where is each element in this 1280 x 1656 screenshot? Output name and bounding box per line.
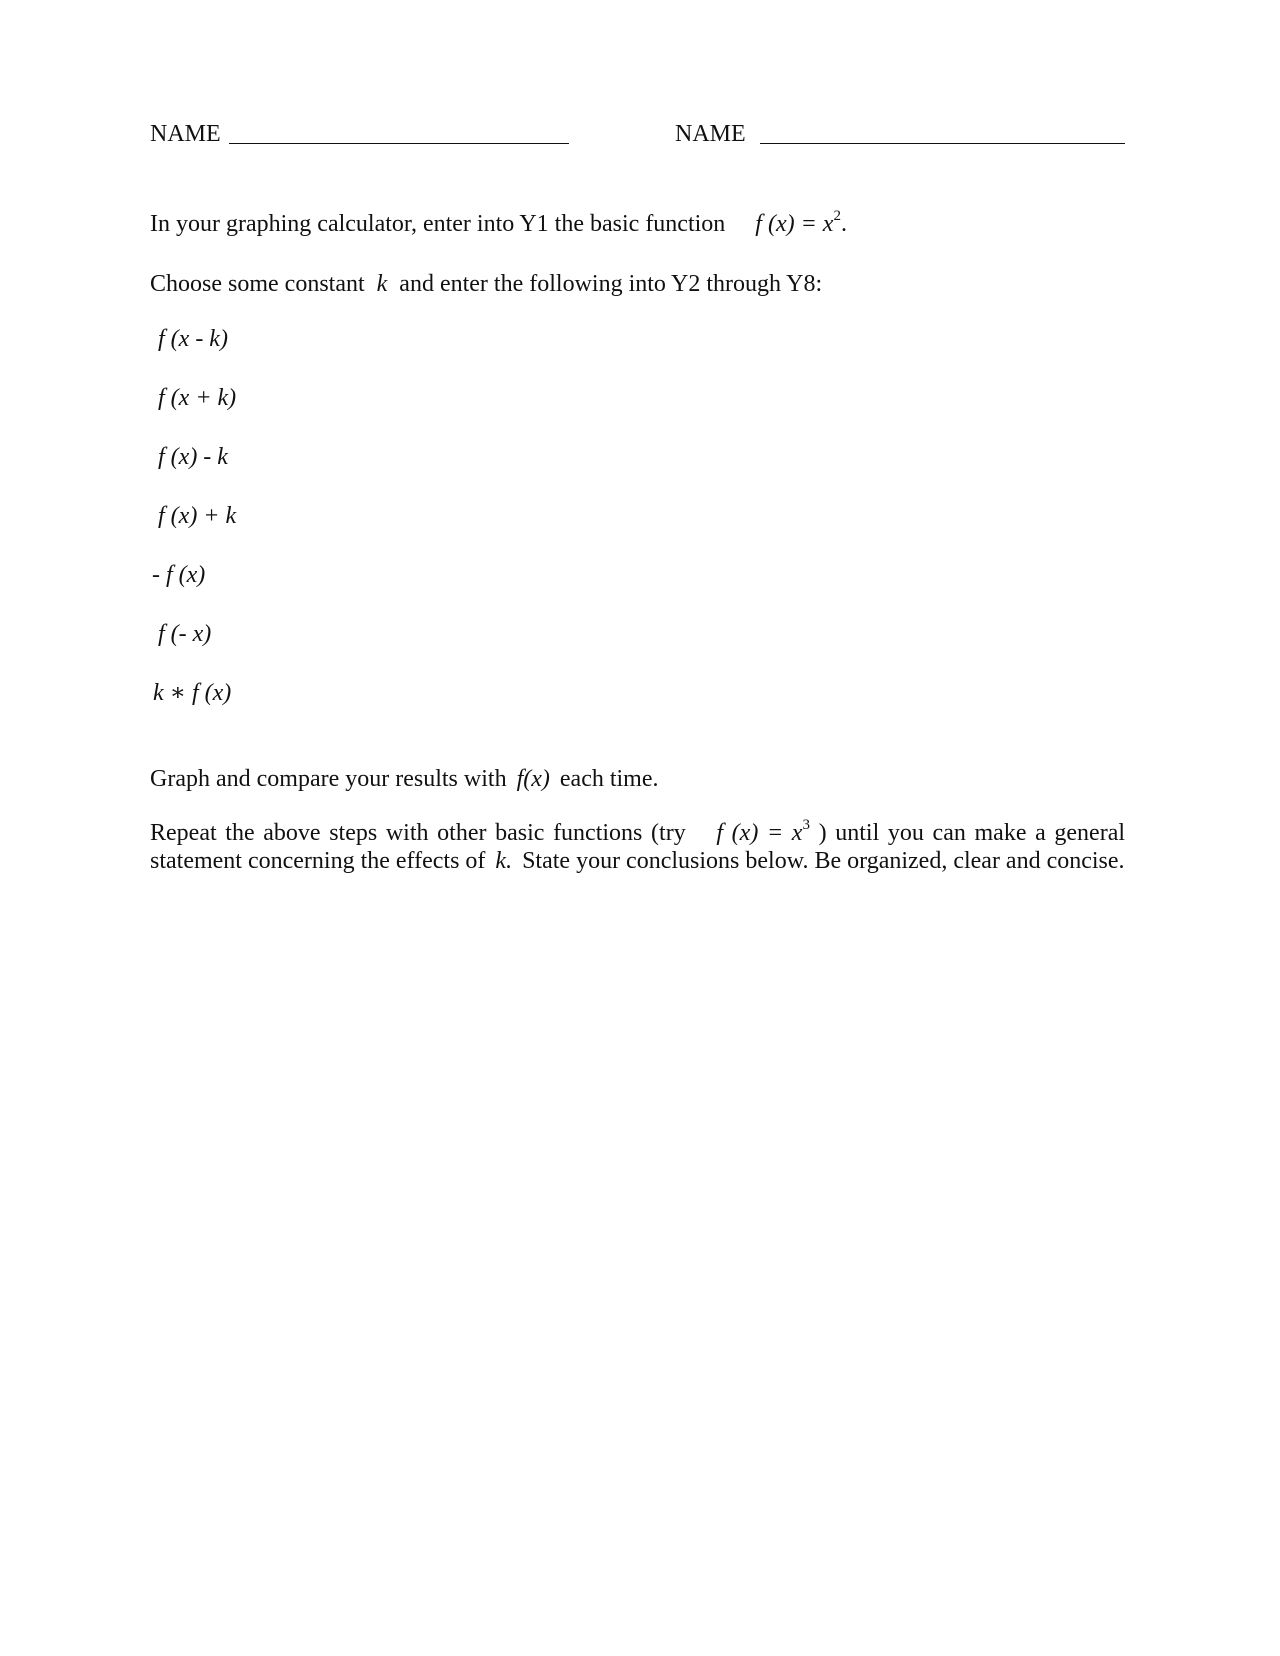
repeat-text-3: State your conclusions below. Be organized, clear and concise.: [522, 848, 1125, 874]
compare-text-before: Graph and compare your results with: [150, 766, 507, 792]
repeat-text-2: ) until you can make a general statement concerning the effects of: [150, 820, 1126, 874]
name-label-2: NAME: [675, 121, 746, 147]
repeat-text-1: Repeat the above steps with other basic functions (try: [150, 820, 686, 846]
repeat-paragraph: [150, 819, 1125, 875]
repeat-try-function: f $(x) = x^3$: [716, 817, 810, 846]
instruction-text-after: and enter the following into Y2 through Y8:: [399, 271, 823, 297]
instruction-text-before: Choose some constant: [150, 271, 365, 297]
function-item: f (x) - k: [158, 444, 228, 470]
function-item: f (x + k): [158, 385, 237, 411]
function-item: f (x - k): [158, 326, 228, 352]
function-item: - f (x): [152, 562, 206, 588]
intro-function: f $(x) = x^2$: [755, 208, 841, 237]
name-label-1: NAME: [150, 121, 221, 147]
repeat-constant: k.: [495, 848, 513, 874]
intro-text: In your graphing calculator, enter into Y1 the basic function: [150, 211, 726, 237]
function-item: f (- x): [158, 621, 212, 647]
function-item: f (x) + k: [158, 503, 237, 529]
name-field-1[interactable]: [229, 143, 569, 144]
compare-sentence: [150, 765, 659, 793]
function-item: k ∗ f (x): [153, 680, 232, 706]
compare-text-after: each time.: [559, 766, 659, 792]
instruction-sentence: [150, 270, 822, 298]
compare-fx: f(x): [516, 766, 550, 792]
name-field-2[interactable]: [760, 143, 1125, 144]
intro-sentence: [150, 210, 847, 238]
intro-period: .: [840, 211, 847, 237]
instruction-constant: k: [376, 271, 388, 297]
